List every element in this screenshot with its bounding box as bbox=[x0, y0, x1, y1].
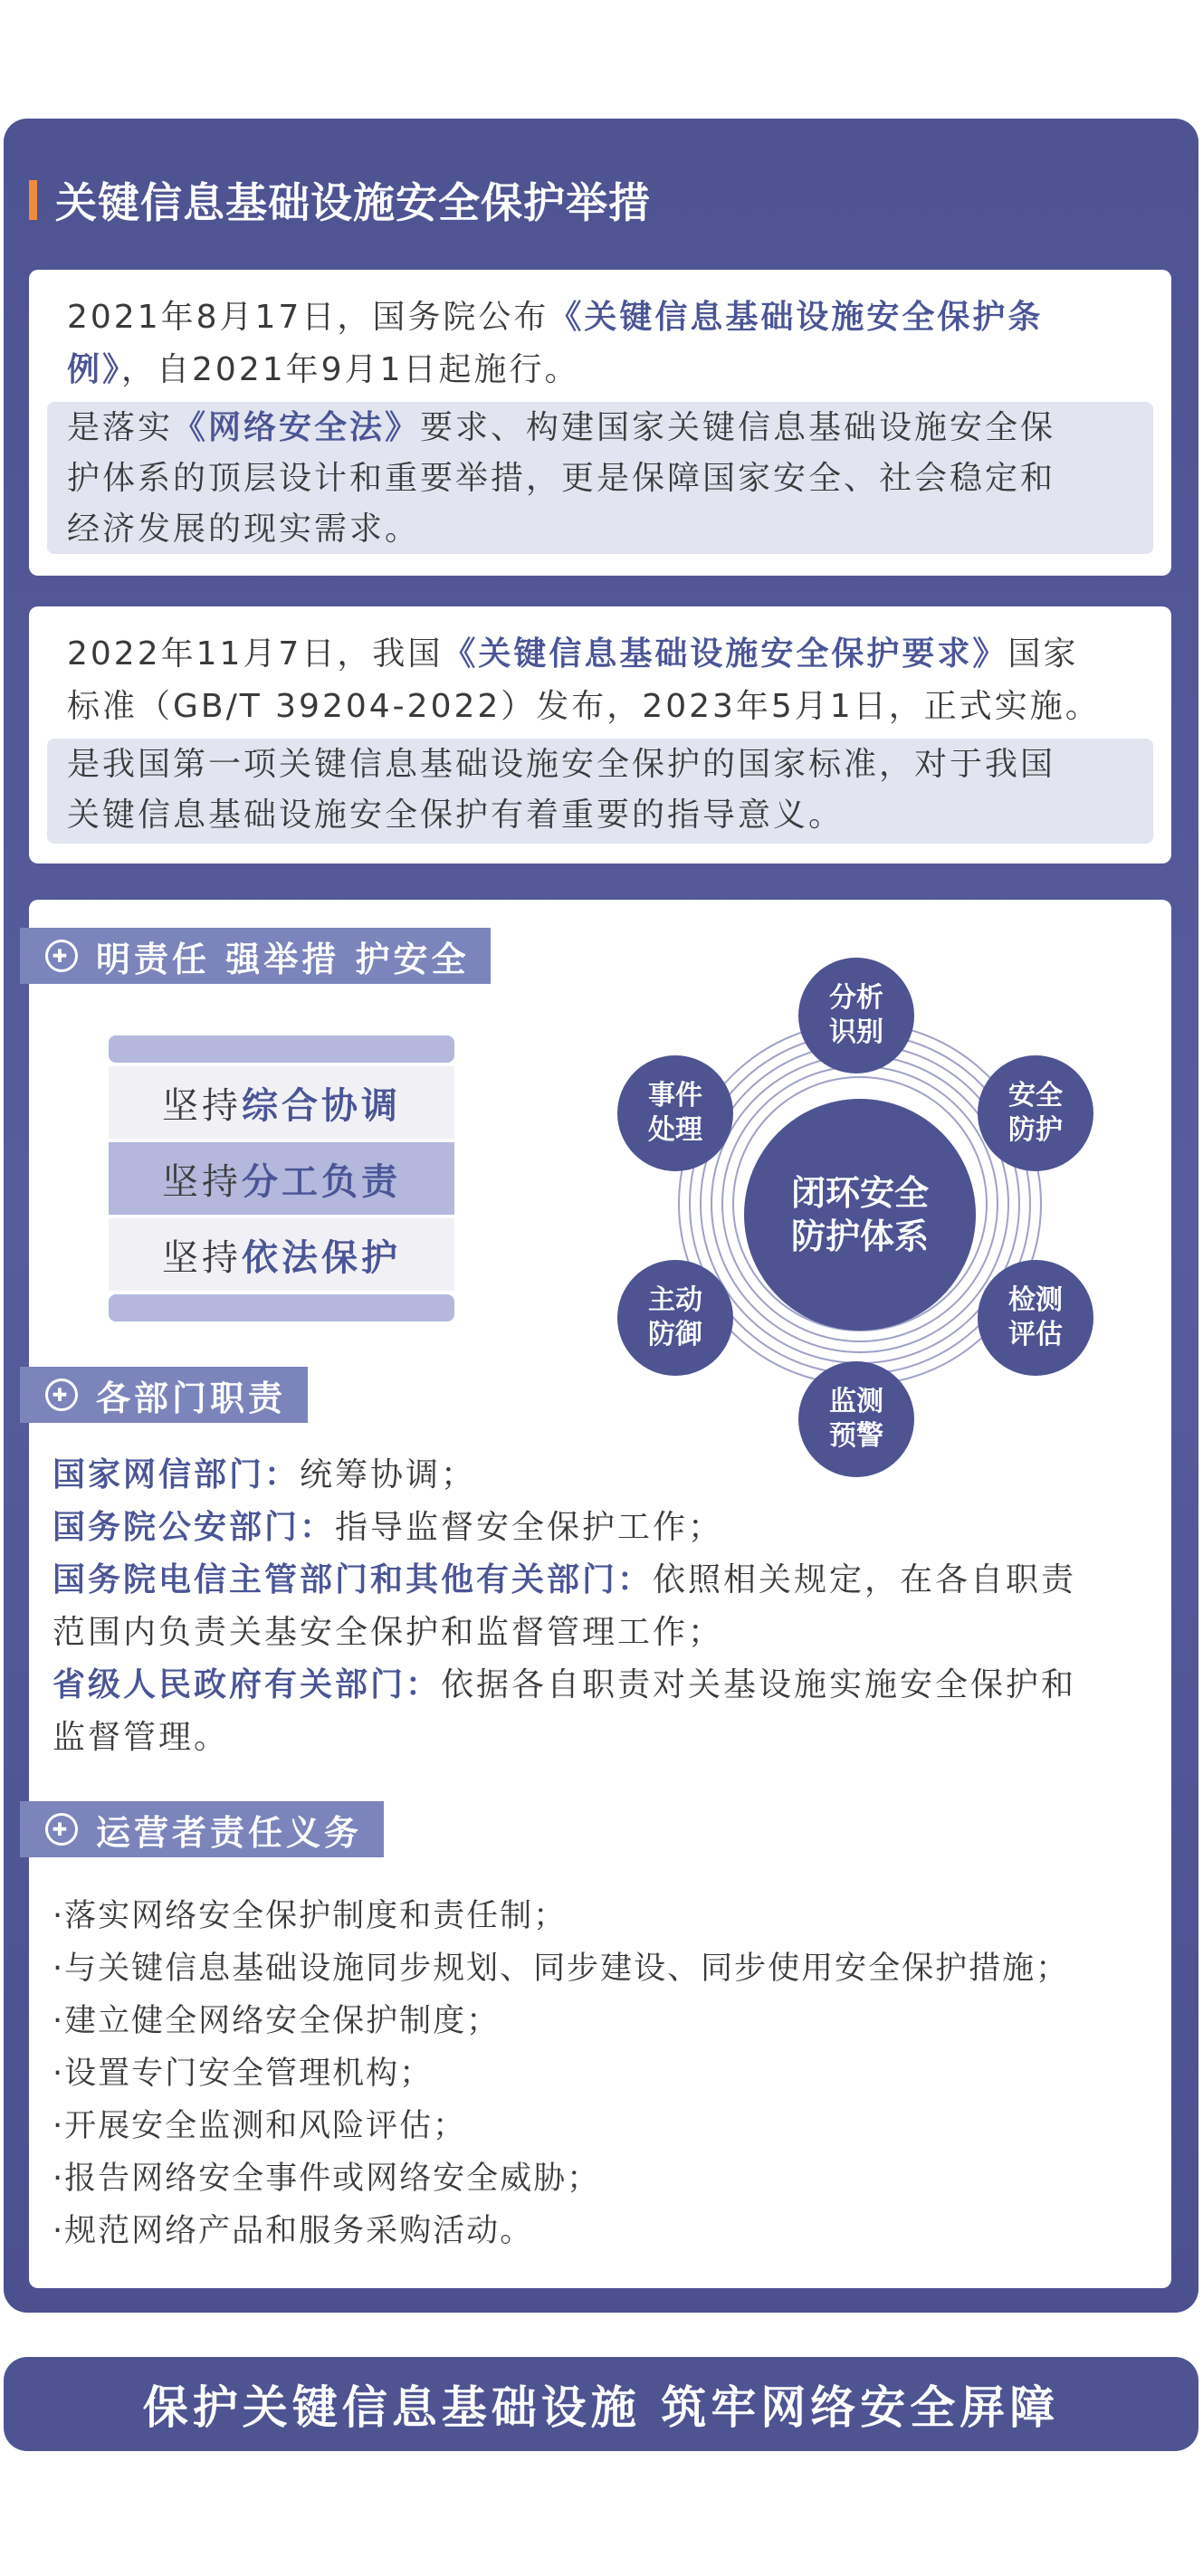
resp-line bbox=[53, 1712, 1157, 1764]
adhere-item bbox=[109, 1142, 454, 1215]
node-line2: 处理 bbox=[648, 1114, 702, 1146]
cycle-node-analyze bbox=[798, 958, 914, 1073]
card2-line1-highlight: 《关键信息基础设施安全保护要求》 bbox=[443, 635, 1008, 673]
footer-slogan-text: 保护关键信息基础设施 筑牢网络安全屏障 bbox=[142, 2381, 1060, 2434]
cycle-node-assess bbox=[978, 1260, 1093, 1376]
section-title-operators bbox=[20, 1801, 384, 1857]
node-line2: 防护 bbox=[1008, 1114, 1063, 1146]
cycle-center-line2: 防护体系 bbox=[790, 1216, 929, 1256]
card1-line2-highlight: 例》 bbox=[67, 351, 122, 388]
card2-line1-pre: 2022年11月7日，我国 bbox=[67, 635, 444, 673]
node-line1: 主动 bbox=[648, 1284, 702, 1316]
card2-note-line1: 是我国第一项关键信息基础设施安全保护的国家标准，对于我国 bbox=[67, 746, 1056, 783]
department-responsibilities bbox=[53, 1449, 1157, 1764]
node-line2: 预警 bbox=[829, 1420, 883, 1452]
resp-value: 指导监督安全保护工作； bbox=[335, 1509, 724, 1546]
node-line2: 评估 bbox=[1008, 1319, 1063, 1350]
page-title-text: 关键信息基础设施安全保护举措 bbox=[55, 178, 651, 227]
card1-note-line2: 护体系的顶层设计和重要举措，更是保障国家安全、社会稳定和 bbox=[67, 460, 1056, 497]
node-line2: 防御 bbox=[648, 1319, 702, 1350]
duty-item: ·建立健全网络安全保护制度； bbox=[53, 2003, 501, 2039]
adhere-item-hl: 分工负责 bbox=[242, 1160, 401, 1203]
section-title-operators-text: 运营者责任义务 bbox=[96, 1812, 363, 1853]
card1-line1-highlight: 《关键信息基础设施安全保护条 bbox=[549, 299, 1044, 336]
resp-value: 统筹协调； bbox=[300, 1456, 477, 1493]
shield-icon: ✚ bbox=[45, 940, 78, 972]
duty-item: ·报告网络安全事件或网络安全威胁； bbox=[53, 2161, 601, 2197]
resp-line bbox=[53, 1607, 1157, 1659]
resp-key: 国务院公安部门： bbox=[53, 1509, 336, 1546]
adhere-item bbox=[109, 1218, 454, 1291]
card1-line1-text: 2021年8月17日，国务院公布 bbox=[67, 299, 549, 336]
duty-item: ·与关键信息基础设施同步规划、同步建设、同步使用安全保护措施； bbox=[53, 1951, 1070, 1987]
duty-item: ·落实网络安全保护制度和责任制； bbox=[53, 1898, 568, 1934]
cycle-node-defend bbox=[617, 1260, 733, 1376]
card1-note-pre: 是落实 bbox=[67, 409, 174, 446]
card2-line1-post: 国家 bbox=[1007, 635, 1079, 673]
card-standard bbox=[29, 606, 1171, 863]
resp-key: 国务院电信主管部门和其他有关部门： bbox=[53, 1561, 654, 1598]
footer-slogan bbox=[4, 2357, 1198, 2451]
node-line2: 识别 bbox=[829, 1016, 883, 1048]
card1-note-highlight: 《网络安全法》 bbox=[173, 409, 421, 446]
card1-line1 bbox=[67, 291, 1153, 344]
resp-line bbox=[53, 1659, 1157, 1712]
resp-line bbox=[53, 1449, 1157, 1502]
resp-value: 监督管理。 bbox=[53, 1719, 230, 1756]
duty-item: ·设置专门安全管理机构； bbox=[53, 2056, 434, 2092]
resp-value: 依照相关规定，在各自职责 bbox=[653, 1561, 1077, 1598]
node-line1: 事件 bbox=[648, 1080, 702, 1111]
adhere-item-hl: 综合协调 bbox=[242, 1084, 401, 1127]
card1-note-post: 要求、构建国家关键信息基础设施安全保 bbox=[420, 409, 1056, 446]
resp-value: 范围内负责关基安全保护和监督管理工作； bbox=[53, 1614, 724, 1651]
section-title-measures bbox=[20, 928, 491, 984]
section-title-departments bbox=[20, 1367, 308, 1423]
duty-item: ·开展安全监测和风险评估； bbox=[53, 2108, 467, 2144]
node-line1: 安全 bbox=[1008, 1080, 1063, 1111]
adhere-item-pre: 坚持 bbox=[162, 1160, 242, 1203]
adhere-list-cap-bottom bbox=[109, 1294, 454, 1321]
resp-key: 国家网信部门： bbox=[53, 1456, 301, 1493]
card2-note-line2: 关键信息基础设施安全保护有着重要的指导意义。 bbox=[67, 797, 845, 834]
cycle-node-protect bbox=[978, 1055, 1093, 1171]
adhere-item-pre: 坚持 bbox=[162, 1084, 242, 1127]
cycle-center bbox=[744, 1099, 976, 1331]
resp-key: 省级人民政府有关部门： bbox=[53, 1666, 442, 1703]
card1-note-line3: 经济发展的现实需求。 bbox=[67, 510, 421, 548]
card1-note-line1 bbox=[67, 402, 1144, 454]
node-line1: 分析 bbox=[829, 982, 883, 1014]
node-line1: 监测 bbox=[829, 1386, 883, 1417]
node-line1: 检测 bbox=[1008, 1284, 1063, 1316]
operator-duties bbox=[53, 1890, 1157, 2257]
resp-line bbox=[53, 1502, 1157, 1554]
cycle-center-line1: 闭环安全 bbox=[790, 1173, 929, 1213]
card1-line2 bbox=[67, 344, 1153, 396]
card1-line2-text: ，自2021年9月1日起施行。 bbox=[121, 351, 580, 388]
resp-line bbox=[53, 1554, 1157, 1607]
duty-item: ·规范网络产品和服务采购活动。 bbox=[53, 2213, 534, 2249]
card2-note bbox=[47, 739, 1153, 844]
card1-note bbox=[47, 402, 1153, 554]
section-title-measures-text: 明责任 强举措 护安全 bbox=[96, 939, 470, 979]
card-regulation bbox=[29, 270, 1171, 576]
cycle-node-handle bbox=[617, 1055, 733, 1171]
title-accent-bar bbox=[29, 180, 37, 220]
adhere-item-hl: 依法保护 bbox=[242, 1236, 401, 1279]
resp-value: 依据各自职责对关基设施实施安全保护和 bbox=[441, 1666, 1077, 1703]
adhere-list-cap-top bbox=[109, 1035, 454, 1063]
adhere-item bbox=[109, 1066, 454, 1139]
card2-line2: 标准（GB/T 39204-2022）发布，2023年5月1日，正式实施。 bbox=[67, 688, 1101, 725]
adhere-item-pre: 坚持 bbox=[162, 1236, 242, 1279]
page-title bbox=[29, 168, 651, 232]
shield-icon: ✚ bbox=[45, 1379, 78, 1411]
adhere-list bbox=[109, 1035, 454, 1321]
section-title-departments-text: 各部门职责 bbox=[96, 1378, 287, 1418]
shield-icon: ✚ bbox=[45, 1813, 78, 1846]
card2-line1 bbox=[67, 628, 1162, 681]
